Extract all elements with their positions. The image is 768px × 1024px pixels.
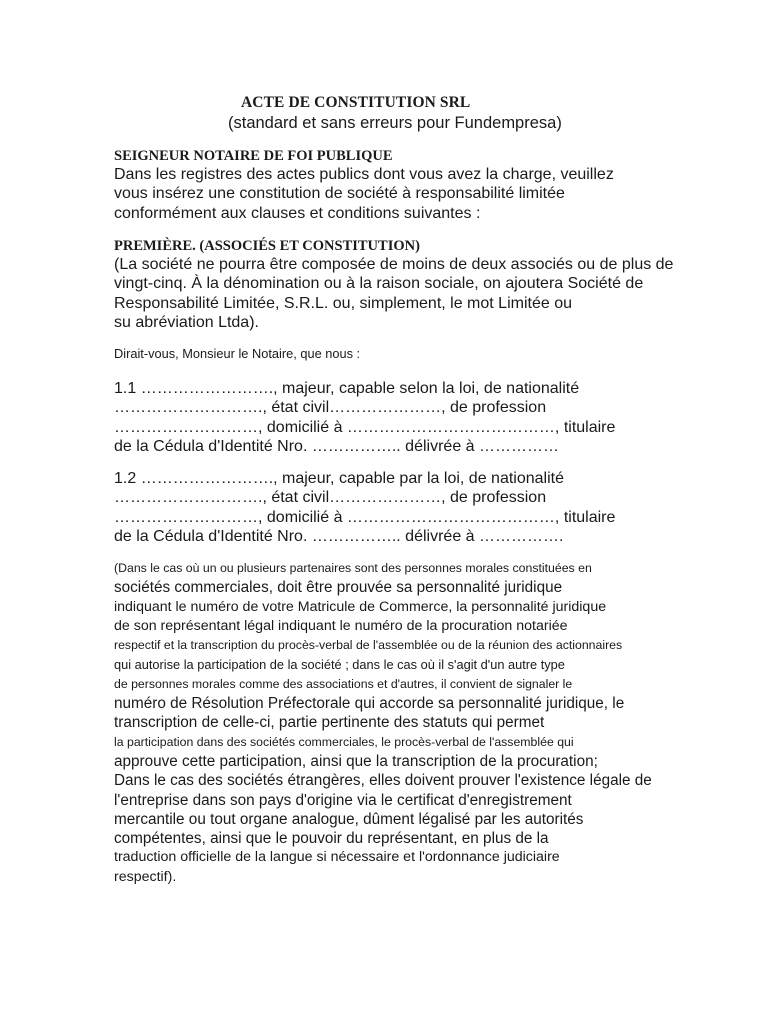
partner-1-line: 1.1 ……………………., majeur, capable selon la loi, de nationalité — [114, 380, 580, 397]
salutation-line: conformément aux clauses et conditions suivantes : — [114, 204, 481, 222]
partner-2-section — [114, 469, 615, 546]
partner-2-line: 1.2 ……………………., majeur, capable par la loi, de nationalité — [114, 470, 564, 487]
note-line: (Dans le cas où un ou plusieurs partenaires sont des personnes morales constituées en — [114, 561, 592, 575]
clause-first-heading: PREMIÈRE. (ASSOCIÉS ET CONSTITUTION) — [114, 238, 420, 254]
document-subtitle: (standard et sans erreurs pour Fundempresa) — [228, 114, 562, 132]
partner-1-section — [114, 379, 615, 456]
note-line: la participation dans des sociétés commerciales, le procès-verbal de l'assemblée qui — [114, 734, 574, 749]
note-line: mercantile ou tout organe analogue, dûment légalisé par les autorités — [114, 810, 584, 828]
note-line: de son représentant légal indiquant le numéro de la procuration notariée — [114, 617, 568, 634]
note-line: respectif). — [114, 868, 177, 885]
partner-1-line: de la Cédula d'Identité Nro. …………….. délivrée à …………… — [114, 437, 559, 455]
intro-line — [114, 344, 360, 363]
salutation-heading: SEIGNEUR NOTAIRE DE FOI PUBLIQUE — [114, 148, 393, 164]
partner-1-line: ………………………, domicilié à …………………………………, titulaire — [114, 418, 616, 436]
note-line: sociétés commerciales, doit être prouvée sa personnalité juridique — [114, 579, 563, 597]
note-line: transcription de celle-ci, partie pertinente des statuts qui permet — [114, 714, 545, 732]
clause-first-section — [114, 237, 673, 332]
document-title: ACTE DE CONSTITUTION SRL — [241, 94, 471, 111]
salutation-line: Dans les registres des actes publics dont vous avez la charge, veuillez — [114, 166, 614, 183]
intro-text: Dirait-vous, Monsieur le Notaire, que nous : — [114, 346, 361, 361]
partner-1-line: ………………………., état civil…………………, de profession — [114, 399, 547, 417]
note-line: l'entreprise dans son pays d'origine via le certificat d'enregistrement — [114, 791, 572, 809]
partner-2-line: ………………………, domicilié à …………………………………, titulaire — [114, 508, 616, 526]
note-line: traduction officielle de la langue si nécessaire et l'ordonnance judiciaire — [114, 849, 560, 866]
legal-entity-note — [114, 559, 652, 887]
note-line: approuve cette participation, ainsi que la transcription de la procuration; — [114, 752, 598, 770]
note-line: de personnes morales comme des associations et d'autres, il convient de signaler le — [114, 676, 573, 691]
salutation-section — [114, 147, 614, 223]
note-line: numéro de Résolution Préfectorale qui accorde sa personnalité juridique, le — [114, 695, 625, 713]
clause-first-line: su abréviation Ltda). — [114, 313, 259, 331]
partner-2-line: ………………………., état civil…………………, de profession — [114, 489, 547, 507]
note-line: indiquant le numéro de votre Matricule de Commerce, la personnalité juridique — [114, 598, 607, 615]
note-line: qui autorise la participation de la société ; dans le cas où il s'agit d'un autre type — [114, 657, 565, 673]
clause-first-line: (La société ne pourra être composée de moins de deux associés ou de plus de — [114, 256, 674, 273]
salutation-line: vous insérez une constitution de société à responsabilité limitée — [114, 185, 565, 203]
note-line: respectif et la transcription du procès-verbal de l'assemblée ou de la réunion des actionnaires — [114, 638, 623, 653]
clause-first-line: vingt-cinq. À la dénomination ou à la raison sociale, on ajoutera Société de — [114, 275, 644, 293]
note-line: Dans le cas des sociétés étrangères, elles doivent prouver l'existence légale de — [114, 772, 652, 790]
note-line: compétentes, ainsi que le pouvoir du représentant, en plus de la — [114, 830, 549, 848]
clause-first-line: Responsabilité Limitée, S.R.L. ou, simplement, le mot Limitée ou — [114, 294, 572, 312]
partner-2-line: de la Cédula d'Identité Nro. …………….. délivrée à ……………. — [114, 527, 564, 545]
